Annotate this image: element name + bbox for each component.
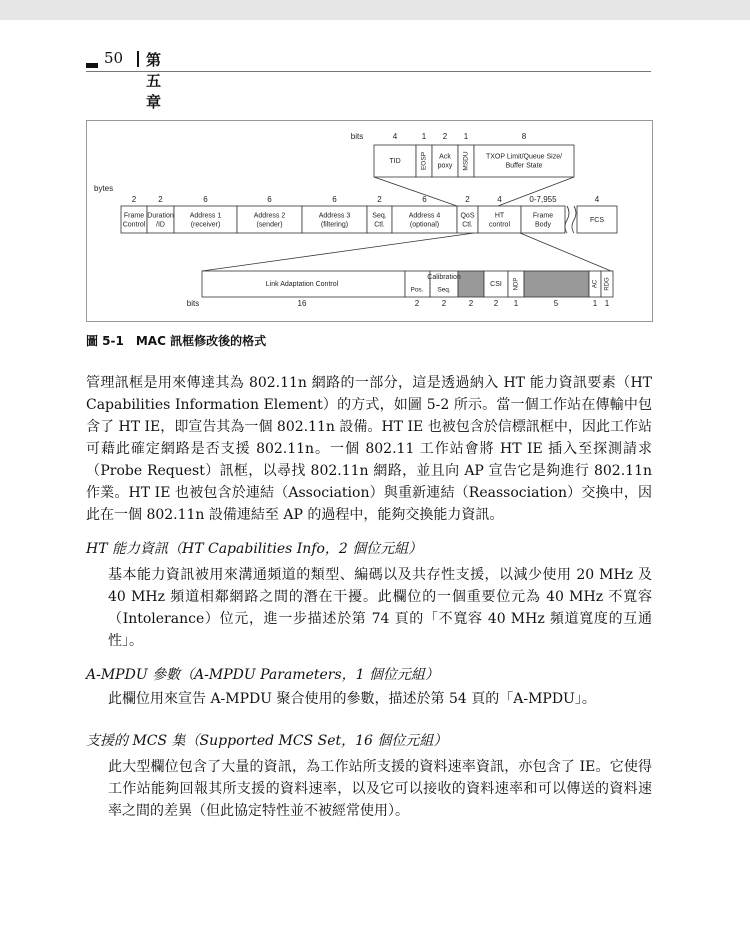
header-divider [137,51,139,67]
top-field-label: poxy [437,162,453,170]
frame-byte-count: 2 [158,195,163,205]
frame-byte-count: 6 [203,195,208,205]
frame-field-label: Address 2 [253,212,286,220]
section-heading-ht-capabilities: HT 能力資訊（HT Capabilities Info，2 個位元組） [86,541,423,557]
top-field-label: Buffer State [505,162,543,170]
top-field-label: Ack [439,153,451,161]
frame-diagram [87,121,652,321]
bottom-bit-count: 2 [493,299,499,309]
frame-field-label: HT [494,212,505,220]
frame-byte-count: 6 [332,195,337,205]
bottom-field-label: Seq. [437,286,451,294]
bottom-field-label: RDG [604,277,611,291]
bottom-bit-count: 2 [441,299,447,309]
top-field-label: EOSP [420,151,428,171]
header-mark [86,63,98,68]
section-body-ht-capabilities: 基本能力資訊被用來溝通頻道的類型、編碼以及共存性支援，以減少使用 20 MHz 及 40 MHz 頻道相鄰網路之間的潛在干擾。此欄位的一個重要位元為 40 MHz 不寬容（Intolerance）位元，進一步描述於第 74 頁的「不寬容 40 MHz 頻道寬度的互通性」。 [108,567,652,649]
page-number: 50 [104,49,124,67]
bottom-bit-count: 16 [297,299,307,309]
frame-field-label: FCS [590,216,604,224]
frame-field-label: Seq. [372,212,387,220]
section-body-mcs-set: 此大型欄位包含了大量的資訊，為工作站所支援的資料速率資訊，亦包含了 IE。它使得工作站能夠回報其所支援的資料速率，以及它可以接收的資料速率和可以傳送的資料速率之間的差異（但此協定特性並不被經常使用）。 [108,759,652,819]
frame-field-label: Ctl. [374,221,385,229]
frame-field-box [302,206,367,233]
top-field-label: TID [389,157,401,165]
frame-field-box [237,206,302,233]
section-heading-ampdu: A-MPDU 參數（A-MPDU Parameters，1 個位元組） [86,667,440,683]
bottom-field-box [458,271,484,297]
bottom-field-box [524,271,589,297]
top-bit-count: 1 [463,132,469,142]
paragraph-1: 管理訊框是用來傳達其為 802.11n 網路的一部分，這是透過納入 HT 能力資訊要素（HT Capabilities Information Element）的方式，如圖 5-2 所示。當一個工作站在傳輸中包含了 HT IE，即宣告其為一個 802.11n 設備。HT IE 也被包含於信標訊框中，因此工作站可藉此確定網路是否支援 802.11n。一個 802.11 工作站會將 HT IE 插入至探測請求（Probe Request）訊框，以尋找 802.11n 網路，並且向 AP 宣告它是夠進行 802.11n 作業。HT IE 也被包含於連結（Association）與重新連結（Reassociation）交換中，因此在一個 802.11n 設備連結至 AP 的過程中，能夠交換能力資訊。 [86,375,652,523]
frame-field-label: Duration [147,212,174,220]
frame-byte-count: 4 [497,195,502,205]
frame-field-box [121,206,147,233]
frame-field-label: Address 1 [189,212,222,220]
bytes-label: bytes [94,184,114,194]
bottom-field-label: Calibration [427,273,461,281]
frame-field-label: Body [535,221,551,229]
top-bit-count: 2 [442,132,448,142]
frame-byte-count: 0-7,955 [529,195,557,205]
frame-field-label: (receiver) [190,221,221,229]
frame-field-label: /ID [156,221,165,229]
bottom-bit-count: 5 [553,299,559,309]
bottom-field-label: AC [592,279,599,289]
bottom-field-label: Pos. [410,286,424,294]
top-field-label: MSDU [462,151,470,171]
frame-field-label: (optional) [409,221,440,229]
frame-field-label: (filtering) [320,221,349,229]
figure-caption: 圖 5-1 MAC 訊框修改後的格式 [86,334,267,348]
frame-byte-count: 2 [131,195,137,205]
header-rule [86,71,651,72]
frame-field-box [147,206,174,233]
bottom-bits-label: bits [186,299,200,309]
frame-byte-count: 2 [377,195,382,205]
frame-field-label: Frame [123,212,145,220]
bottom-bit-count: 1 [604,299,610,309]
frame-break-mark [565,206,576,233]
bottom-bit-count: 1 [592,299,598,309]
frame-field-label: Ctl. [462,221,473,229]
frame-field-box [392,206,457,233]
bottom-field-label: Link Adaptation Control [265,280,339,288]
frame-field-label: QoS [460,212,475,220]
top-bit-count: 1 [421,132,427,142]
frame-field-label: Address 3 [318,212,351,220]
bottom-bit-count: 2 [414,299,420,309]
frame-field-box [457,206,478,233]
frame-field-box [521,206,565,233]
frame-byte-count: 4 [594,195,600,205]
top-bit-count: 4 [392,132,398,142]
section-body-ampdu: 此欄位用來宣告 A-MPDU 聚合使用的參數，描述於第 54 頁的「A-MPDU」。 [108,691,596,707]
frame-field-box [367,206,392,233]
figure-mac-frame [86,120,653,322]
top-field-box [432,145,458,177]
frame-field-label: control [488,221,511,229]
frame-field-box [478,206,521,233]
chapter-title: 第五章 [146,51,162,111]
top-field-label: TXOP Limit/Queue Size/ [485,153,563,161]
frame-byte-count: 2 [465,195,470,205]
top-bits-label: bits [350,132,364,142]
frame-field-label: Control [122,221,146,229]
frame-field-label: (sender) [256,221,283,229]
bottom-field-label: CSI [490,280,502,288]
frame-field-label: Frame [532,212,554,220]
top-bit-count: 8 [521,132,527,142]
frame-field-box [174,206,237,233]
frame-byte-count: 6 [267,195,272,205]
bottom-field-label: NDP [513,277,520,291]
bottom-bit-count: 2 [468,299,474,309]
frame-byte-count: 6 [422,195,427,205]
top-band [0,0,750,20]
bottom-bit-count: 1 [513,299,519,309]
frame-field-label: Address 4 [408,212,441,220]
top-field-box [474,145,574,177]
section-heading-mcs-set: 支援的 MCS 集（Supported MCS Set，16 個位元組） [86,733,448,749]
